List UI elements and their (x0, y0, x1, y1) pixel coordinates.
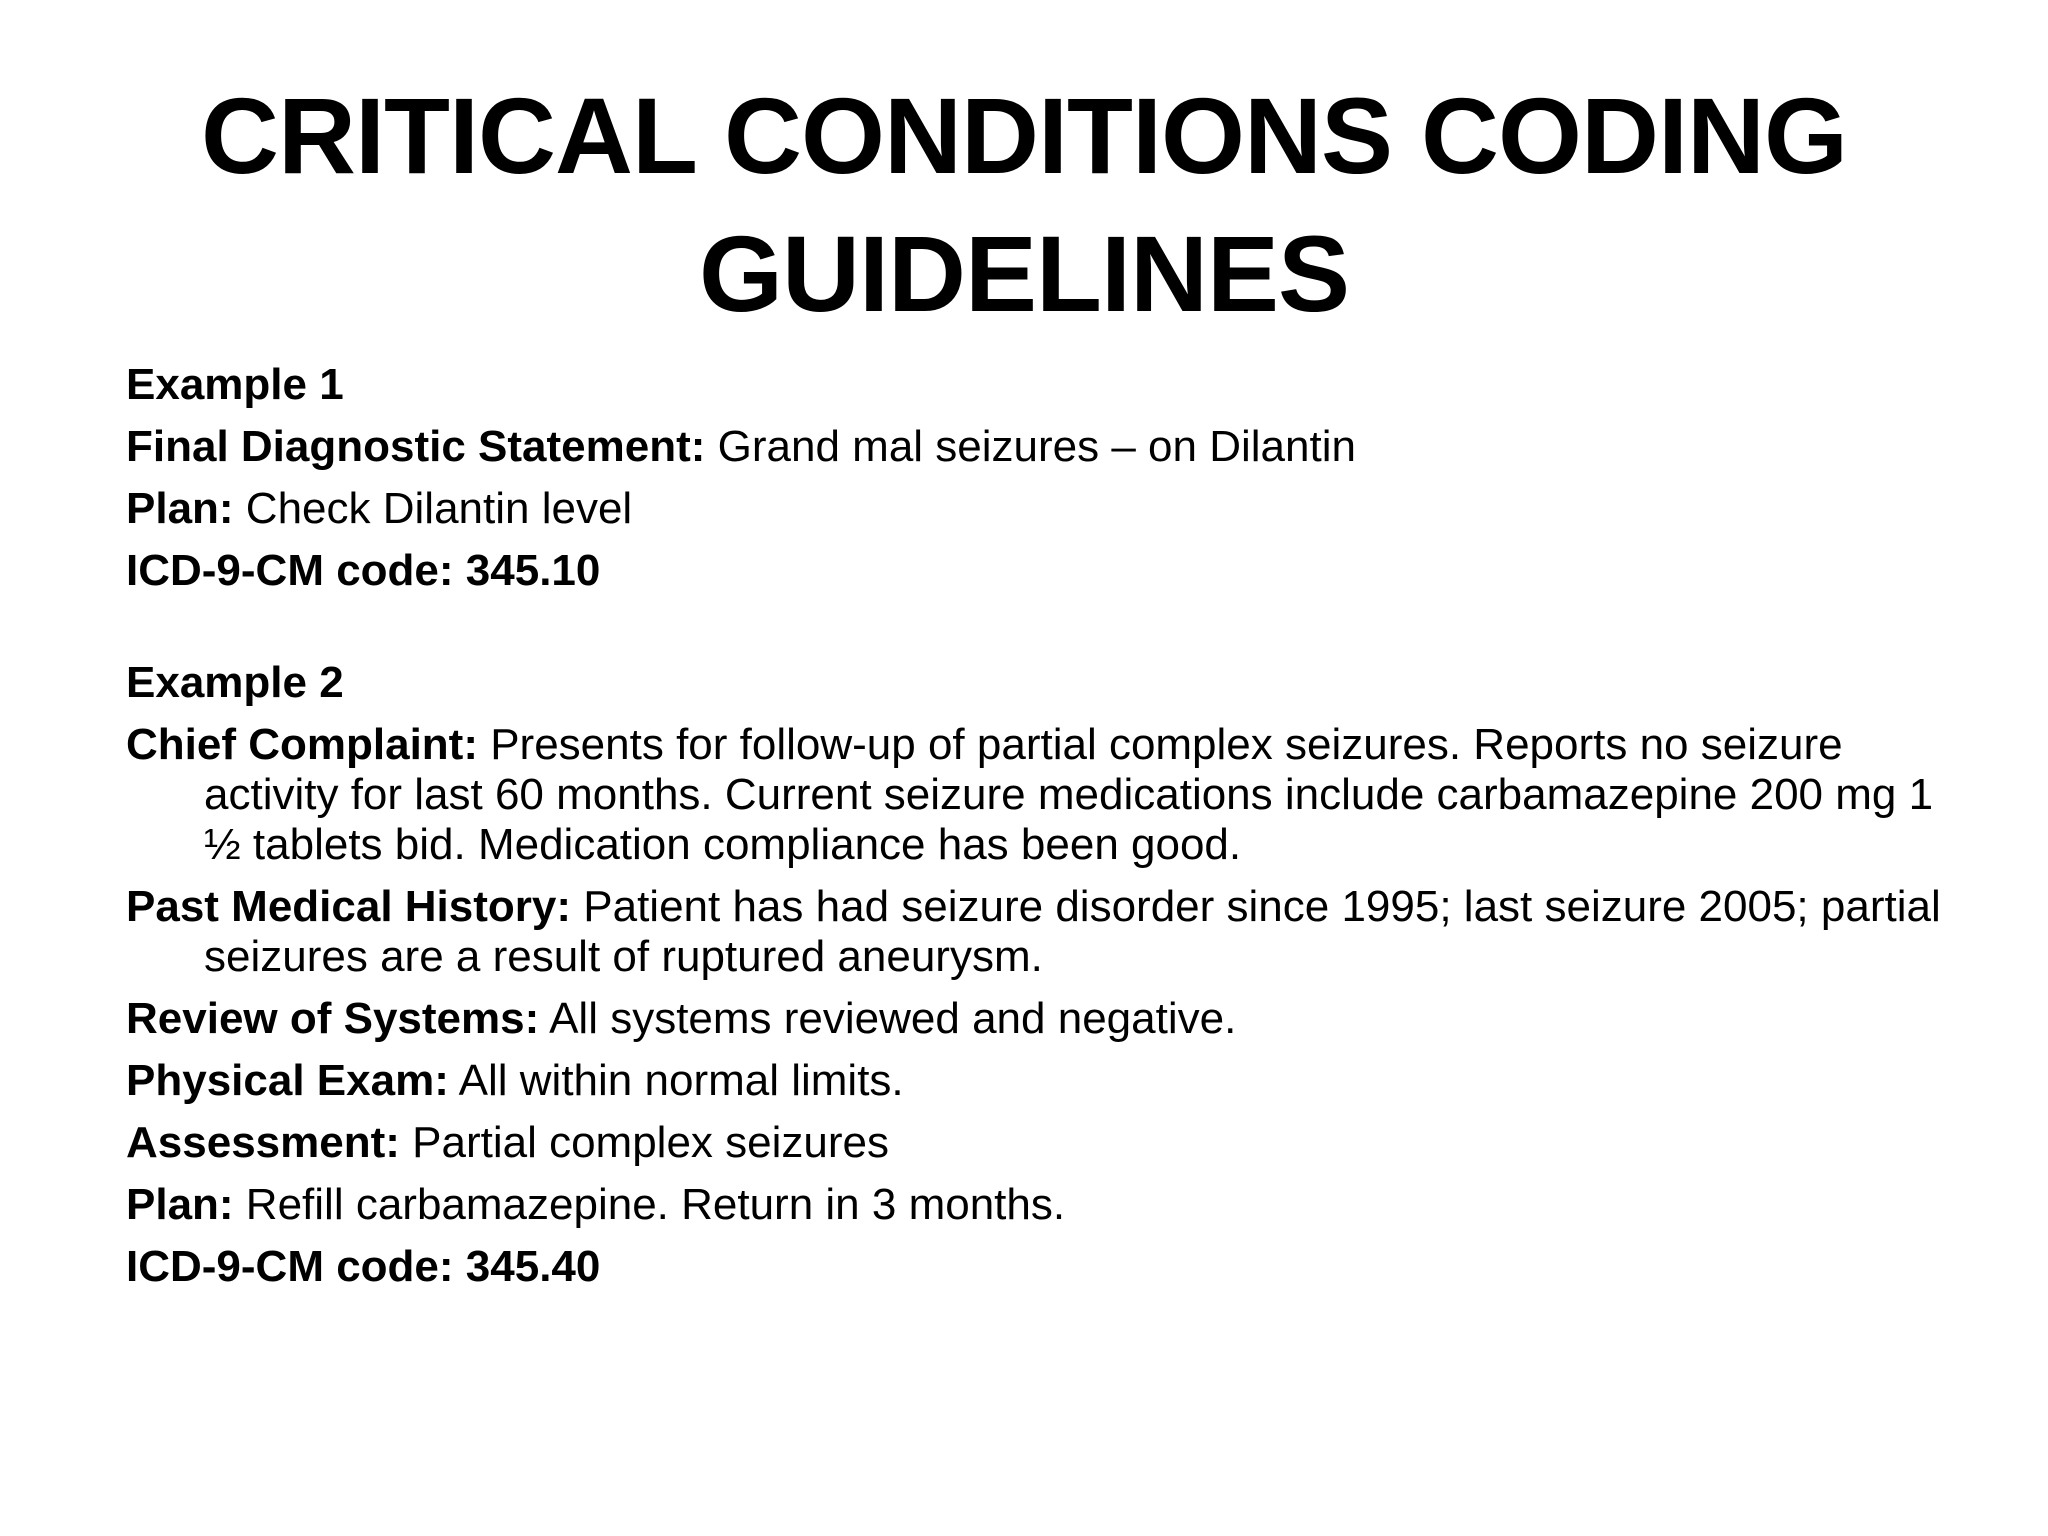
field-value: Check Dilantin level (233, 484, 633, 533)
slide-title-line-1: CRITICAL CONDITIONS CODING (201, 75, 1847, 196)
slide-title-line-2: GUIDELINES (698, 213, 1350, 334)
field-label: ICD-9-CM code: 345.10 (126, 546, 601, 595)
slide-body (126, 360, 1966, 1304)
field-value: Partial complex seizures (399, 1118, 889, 1167)
field-value: All systems reviewed and negative. (539, 994, 1237, 1043)
field-label: Past Medical History: (126, 882, 572, 931)
field-label: Assessment: (126, 1118, 400, 1167)
example-2-physical-exam (126, 1056, 1966, 1106)
field-label: Plan: (126, 484, 234, 533)
example-2-past-medical-history (126, 882, 1966, 982)
example-1-icd-code (126, 546, 1966, 596)
field-label: Review of Systems: (126, 994, 540, 1043)
field-label: ICD-9-CM code: 345.40 (126, 1242, 601, 1291)
example-2-heading: Example 2 (126, 658, 344, 707)
field-label: Chief Complaint: (126, 720, 478, 769)
spacer (126, 608, 1966, 658)
example-2-assessment (126, 1118, 1966, 1168)
field-label: Final Diagnostic Statement: (126, 422, 706, 471)
example-2-icd-code (126, 1242, 1966, 1292)
field-value: Patient has had seizure disorder since 1995; last seizure 2005; partial seizures are a result of ruptured aneurysm. (204, 882, 1941, 981)
field-value: All within normal limits. (448, 1056, 904, 1105)
example-2-plan (126, 1180, 1966, 1230)
field-value: Refill carbamazepine. Return in 3 months. (233, 1180, 1066, 1229)
example-1-final-diagnostic (126, 422, 1966, 472)
field-label: Plan: (126, 1180, 234, 1229)
field-value: Presents for follow-up of partial complex seizures. Reports no seizure activity for last 60 months. Current seizure medications include carbamazepine 200 mg 1 ½ tablets bid. Medication compliance has been good. (204, 720, 1934, 869)
example-1-heading: Example 1 (126, 360, 344, 409)
example-2-chief-complaint (126, 720, 1966, 870)
field-value: Grand mal seizures – on Dilantin (705, 422, 1356, 471)
example-1-plan (126, 484, 1966, 534)
field-label: Physical Exam: (126, 1056, 449, 1105)
example-2-review-of-systems (126, 994, 1966, 1044)
